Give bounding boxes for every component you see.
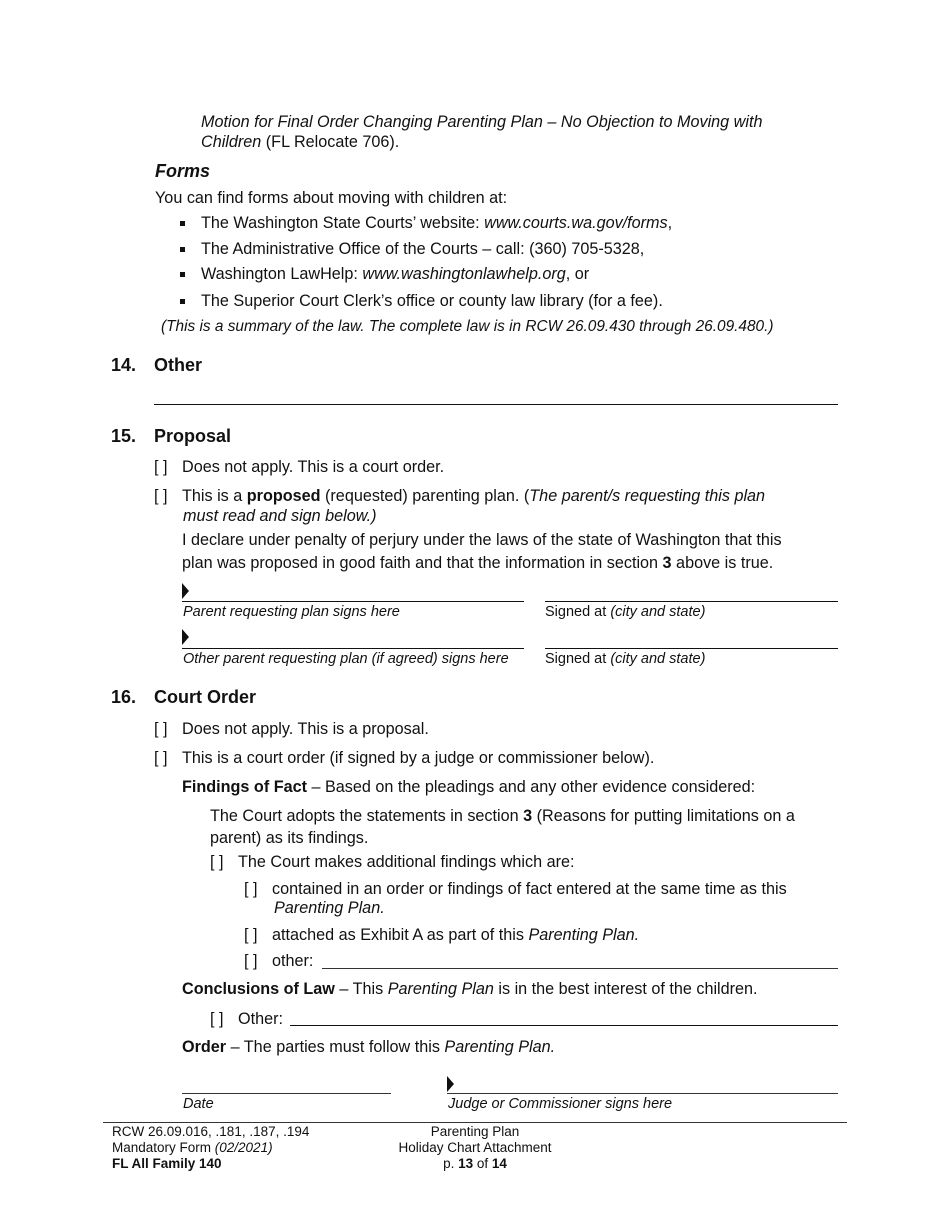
additional-findings: The Court makes additional findings which are: xyxy=(238,853,575,871)
section-14-title: Other xyxy=(154,355,203,375)
findings-contained: contained in an order or findings of fact entered at the same time as this xyxy=(272,880,787,898)
sign-here-arrow-icon xyxy=(182,629,189,645)
adopt-statements-line-2: parent) as its findings. xyxy=(210,829,369,847)
parent-signature-label: Parent requesting plan signs here xyxy=(183,604,400,620)
footer-center xyxy=(375,1124,575,1172)
date-label: Date xyxy=(183,1096,214,1112)
forms-heading: Forms xyxy=(155,161,211,181)
checkbox-not-apply-court-order[interactable]: [ ] xyxy=(154,458,168,476)
footer-left xyxy=(112,1124,309,1172)
proposal-option-1: Does not apply. This is a court order. xyxy=(182,458,445,476)
adopt-statements-line-1: The Court adopts the statements in section 3 (Reasons for putting limitations on a xyxy=(210,807,795,825)
bullet-icon xyxy=(180,247,185,252)
findings-exhibit-a: attached as Exhibit A as part of this Parenting Plan. xyxy=(272,926,640,944)
forms-lead: You can find forms about moving with children at: xyxy=(155,189,508,207)
footer-mandatory: Mandatory Form (02/2021) xyxy=(112,1140,273,1155)
signed-at-label-1: Signed at (city and state) xyxy=(545,604,706,620)
proposal-option-2: This is a proposed (requested) parenting plan. (The parent/s requesting this plan xyxy=(182,487,766,505)
findings-other-label: other: xyxy=(272,952,314,970)
footer-page-number: p. 13 of 14 xyxy=(443,1156,507,1171)
proposal-option-2-cont: must read and sign below.) xyxy=(183,507,377,525)
other-parent-signature-label: Other parent requesting plan (if agreed) signs here xyxy=(183,651,509,667)
footer-title-2: Holiday Chart Attachment xyxy=(398,1140,552,1155)
signed-at-line-1[interactable] xyxy=(545,601,838,602)
conclusions-other-input-line[interactable] xyxy=(290,1025,838,1026)
conclusions-other-label: Other: xyxy=(238,1010,283,1028)
other-input-line[interactable] xyxy=(154,404,838,405)
checkbox-court-order[interactable]: [ ] xyxy=(154,749,168,767)
bullet-icon xyxy=(180,221,185,226)
parent-signature-line[interactable] xyxy=(182,601,524,602)
section-14-number: 14. xyxy=(111,355,137,375)
footer-rcw: RCW 26.09.016, .181, .187, .194 xyxy=(112,1124,310,1139)
section-16-title: Court Order xyxy=(154,687,257,707)
judge-signature-label: Judge or Commissioner signs here xyxy=(448,1096,673,1112)
forms-item-aoc: The Administrative Office of the Courts – call: (360) 705-5328, xyxy=(201,240,645,258)
court-order-option-1: Does not apply. This is a proposal. xyxy=(182,720,429,738)
findings-other-input-line[interactable] xyxy=(322,968,838,969)
sign-here-arrow-icon xyxy=(182,583,189,599)
section-15-number: 15. xyxy=(111,426,137,446)
law-summary: (This is a summary of the law. The complete law is in RCW 26.09.430 through 26.09.480.) xyxy=(161,318,774,335)
footer-title-1: Parenting Plan xyxy=(430,1124,520,1139)
bullet-icon xyxy=(180,299,185,304)
other-parent-signature-line[interactable] xyxy=(182,648,524,649)
findings-contained-cont: Parenting Plan. xyxy=(274,899,385,917)
findings-of-fact: Findings of Fact – Based on the pleadings and any other evidence considered: xyxy=(182,778,756,796)
court-order-option-2: This is a court order (if signed by a judge or commissioner below). xyxy=(182,749,655,767)
date-line[interactable] xyxy=(182,1093,391,1094)
declaration-line-2: plan was proposed in good faith and that the information in section 3 above is true. xyxy=(182,554,774,572)
sign-here-arrow-icon xyxy=(447,1076,454,1092)
checkbox-conclusions-other[interactable]: [ ] xyxy=(210,1010,224,1028)
bullet-icon xyxy=(180,272,185,277)
footer-form-id: FL All Family 140 xyxy=(112,1156,222,1171)
checkbox-additional-findings[interactable]: [ ] xyxy=(210,853,224,871)
judge-signature-line[interactable] xyxy=(447,1093,838,1094)
section-16-number: 16. xyxy=(111,687,137,707)
intro-line-2: Children (FL Relocate 706). xyxy=(201,133,400,151)
forms-item-courts: The Washington State Courts’ website: www.courts.wa.gov/forms, xyxy=(201,214,673,232)
checkbox-findings-other[interactable]: [ ] xyxy=(244,952,258,970)
checkbox-proposed-plan[interactable]: [ ] xyxy=(154,487,168,505)
checkbox-exhibit-a[interactable]: [ ] xyxy=(244,926,258,944)
signed-at-label-2: Signed at (city and state) xyxy=(545,651,706,667)
forms-item-lawhelp: Washington LawHelp: www.washingtonlawhelp.org, or xyxy=(201,265,590,283)
intro-line-1: Motion for Final Order Changing Parenting Plan – No Objection to Moving with xyxy=(201,113,763,131)
checkbox-not-apply-proposal[interactable]: [ ] xyxy=(154,720,168,738)
forms-item-clerk: The Superior Court Clerk’s office or county law library (for a fee). xyxy=(201,292,663,310)
signed-at-line-2[interactable] xyxy=(545,648,838,649)
conclusions-of-law: Conclusions of Law – This Parenting Plan is in the best interest of the children. xyxy=(182,980,758,998)
declaration-line-1: I declare under penalty of perjury under the laws of the state of Washington that this xyxy=(182,531,782,549)
checkbox-findings-contained[interactable]: [ ] xyxy=(244,880,258,898)
section-15-title: Proposal xyxy=(154,426,232,446)
footer-divider xyxy=(103,1122,847,1123)
order-statement: Order – The parties must follow this Parenting Plan. xyxy=(182,1038,556,1056)
